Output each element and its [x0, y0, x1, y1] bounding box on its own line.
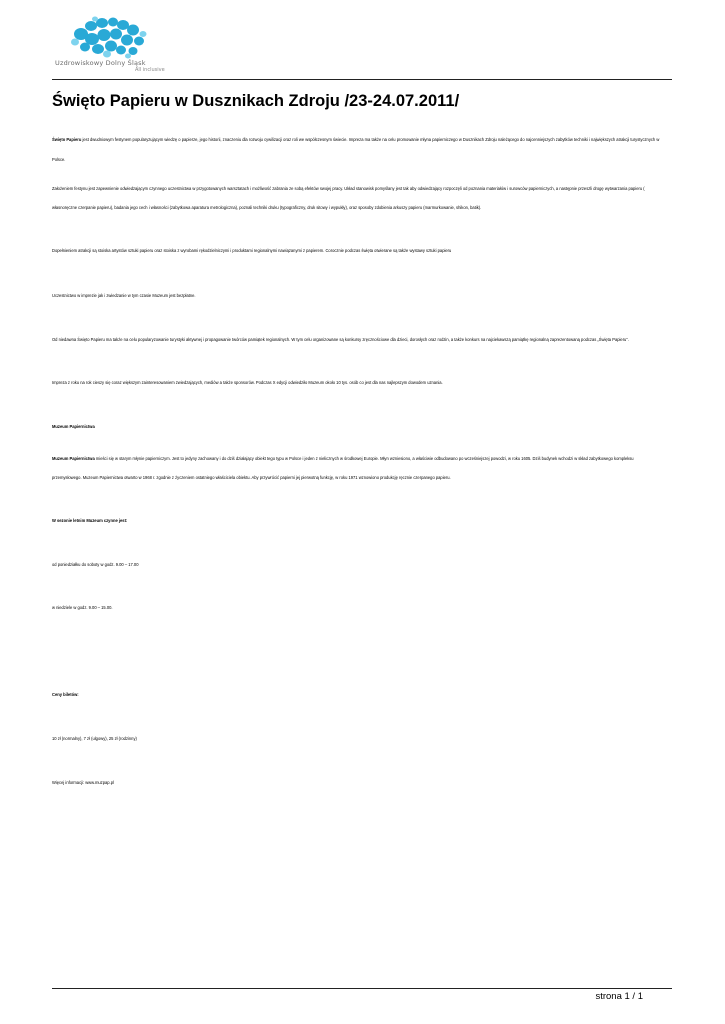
page-title: Święto Papieru w Dusznikach Zdroju /23-24.07.2011/: [52, 92, 460, 110]
paragraph-workshops-cont: własnoręczne czerpanie papieru), badania jego cech i własności (zabytkowa aparatura metrologiczna), poznali techniki druku (typograficzny, druk sitowy i wypukły), oraz sposoby zdobienia arkuszy papieru (marmurkowanie, shikon, batik).: [52, 205, 482, 210]
footer-rule: [52, 988, 672, 989]
paragraph-intro-cont: Polsce.: [52, 157, 66, 162]
paragraph-museum-cont: przemysłowego. Muzeum Papiernictwa otwarto w 1968 r. zgodnie z życzeniem ostatniego właściciela obiektu. Aby przywrócić papierni jej pierwotną funkcję, w roku 1971 wznowiono produkcję ręcznie czerpanego papieru.: [52, 475, 451, 480]
museum-text: mieści się w starym młynie papierniczym. Jest to jedyny zachowany i do dziś działający obiekt tego typu w Polsce i jeden z nielicznych w środkowej Europie. Młyn wzniesiono, a właściwie odbudowano po wcześniejszej powodzi, w roku 1605. Dziś budynek wchodzi w skład zabytkowego kompleksu: [94, 456, 634, 461]
more-info-link[interactable]: Więcej informacji: www.muzpap.pl: [52, 780, 114, 785]
paragraph-popularity: Impreza z roku na rok cieszy się coraz większym zainteresowaniem zwiedzających, mediów a także sponsorów. Podczas X edycji odwiedziło Muzeum około 10 tys. osób co jest dla nas najlepszym dowodem uznania.: [52, 380, 443, 385]
paragraph-intro: [52, 137, 672, 142]
paragraph-free-entry: Uczestnictwo w imprezie jak i zwiedzanie w tym czasie Muzeum jest bezpłatne.: [52, 293, 196, 298]
logo-subtext: All inclusive: [135, 67, 165, 73]
heading-prices: Ceny biletów:: [52, 692, 79, 697]
intro-text: jest dwudniowym festynem popularyzującym wiedzę o papierze, jego historii, znaczeniu dla rozwoju cywilizacji oraz roli we współczesnym świecie. Impreza ma także na celu promowanie młyna papierniczego w Dusznikach Zdroju należącego do najcenniejszych zabytków techniki i największych atrakcji turystycznych w: [81, 137, 660, 142]
logo-text: Uzdrowiskowy Dolny Śląsk: [55, 59, 146, 67]
header-rule: [52, 79, 672, 80]
paragraph-artists: Dopełnieniem atrakcji są stoiska artystów sztuki papieru oraz stoiska z wyrobami rękodzielniczymi i produktami regionalnymi nawiązanymi z papierem. Corocznie podczas święta otwierane są także wystawy sztuki papieru: [52, 248, 452, 253]
paragraph-workshops: Założeniem festynu jest zapewnienie odwiedzającym czynnego uczestnictwa w przygotowanych warsztatach i możliwość zabrania ze sobą efektów swojej pracy. Układ stanowisk pomyślany jest tak aby odwiedzający rozpoczęli od poznania materiałów i surowców papierniczych, a następnie przeszli drogę wytwarzania papieru (: [52, 186, 645, 191]
page-number: strona 1 / 1: [595, 991, 643, 1002]
paragraph-museum: [52, 456, 672, 461]
intro-bold-label: Święto Papieru: [52, 137, 82, 142]
hours-weekdays: od poniedziałku do soboty w godz. 9.00 – 17.00: [52, 562, 139, 567]
hours-sunday: w niedziele w godz. 9.00 – 15.00.: [52, 605, 113, 610]
heading-season: W sezonie letnim Muzeum czynne jest:: [52, 518, 128, 523]
paragraph-tourism: Od niedawna Święto Papieru ma także na celu popularyzowanie turystyki aktywnej i propagowanie twórców pamiątek regionalnych. W tym celu organizowane są konkursy zręcznościowe dla dzieci, dorosłych oraz rodzin, a także konkurs na najciekawszą pamiątkę regionalną zaprezentowaną podczas „Święta Papieru”.: [52, 337, 629, 342]
ticket-prices: 10 zł (normalny), 7 zł (ulgowy), 25 zł (rodzinny): [52, 736, 137, 741]
bubbles-logo-icon: [55, 14, 165, 62]
heading-museum: Muzeum Papiernictwa: [52, 424, 95, 429]
museum-bold-label: Muzeum Papiernictwa: [52, 456, 95, 461]
site-logo[interactable]: [55, 14, 165, 76]
